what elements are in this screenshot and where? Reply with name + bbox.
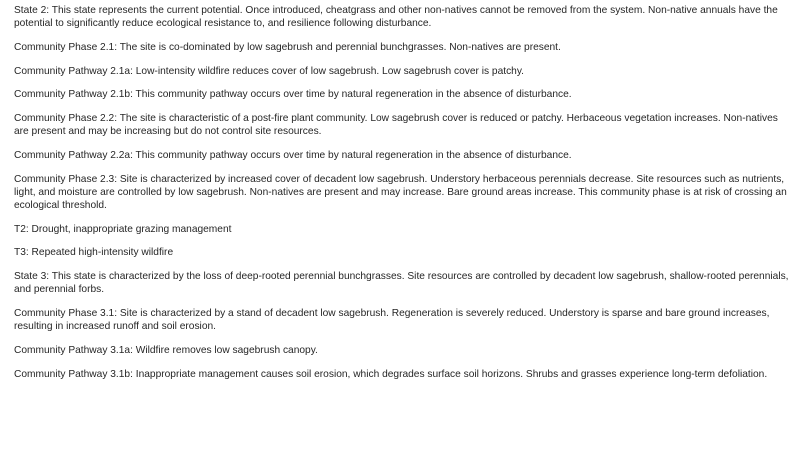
paragraph-state-3: State 3: This state is characterized by the loss of deep-rooted perennial bunchgrasses. Site resources are controlled by decadent low sagebrush, shallow-rooted perennials, and perennial forbs. <box>14 271 789 296</box>
paragraph-state-2: State 2: This state represents the current potential. Once introduced, cheatgrass and other non-natives cannot be removed from the system. Non-native annuals have the potential to significantly reduce ecological resistance to, and resilience following disturbance. <box>14 5 778 30</box>
paragraph-community-pathway-3-1a: Community Pathway 3.1a: Wildfire removes low sagebrush canopy. <box>14 344 318 356</box>
paragraph-community-pathway-3-1b: Community Pathway 3.1b: Inappropriate management causes soil erosion, which degrades surface soil horizons. Shrubs and grasses experience long-term defoliation. <box>14 368 768 380</box>
paragraph-community-phase-2-3: Community Phase 2.3: Site is characterized by increased cover of decadent low sagebrush. Understory herbaceous perennials decrease. Site resources such as nutrients, light, and moisture are controlled by low sagebrush. Non-natives are present and may increase. Bare ground areas increase. This community phase is at risk of crossing an ecological threshold. <box>14 173 787 212</box>
paragraph-community-pathway-2-2a: Community Pathway 2.2a: This community pathway occurs over time by natural regeneration in the absence of disturbance. <box>14 149 572 161</box>
paragraph-transition-t3: T3: Repeated high-intensity wildfire <box>14 247 174 259</box>
paragraph-community-phase-2-1: Community Phase 2.1: The site is co-dominated by low sagebrush and perennial bunchgrasses. Non-natives are present. <box>14 41 561 53</box>
paragraph-community-pathway-2-1a: Community Pathway 2.1a: Low-intensity wildfire reduces cover of low sagebrush. Low sagebrush cover is patchy. <box>14 65 524 77</box>
paragraph-community-phase-3-1: Community Phase 3.1: Site is characterized by a stand of decadent low sagebrush. Regeneration is severely reduced. Understory is sparse and bare ground increases, resulting in increased runoff and soil erosion. <box>14 308 770 333</box>
paragraph-transition-t2: T2: Drought, inappropriate grazing management <box>14 223 232 235</box>
paragraph-community-pathway-2-1b: Community Pathway 2.1b: This community pathway occurs over time by natural regeneration in the absence of disturbance. <box>14 89 572 101</box>
paragraph-community-phase-2-2: Community Phase 2.2: The site is characteristic of a post-fire plant community. Low sagebrush cover is reduced or patchy. Herbaceous vegetation increases. Non-natives are present and may be increasing but do not control site resources. <box>14 113 778 138</box>
